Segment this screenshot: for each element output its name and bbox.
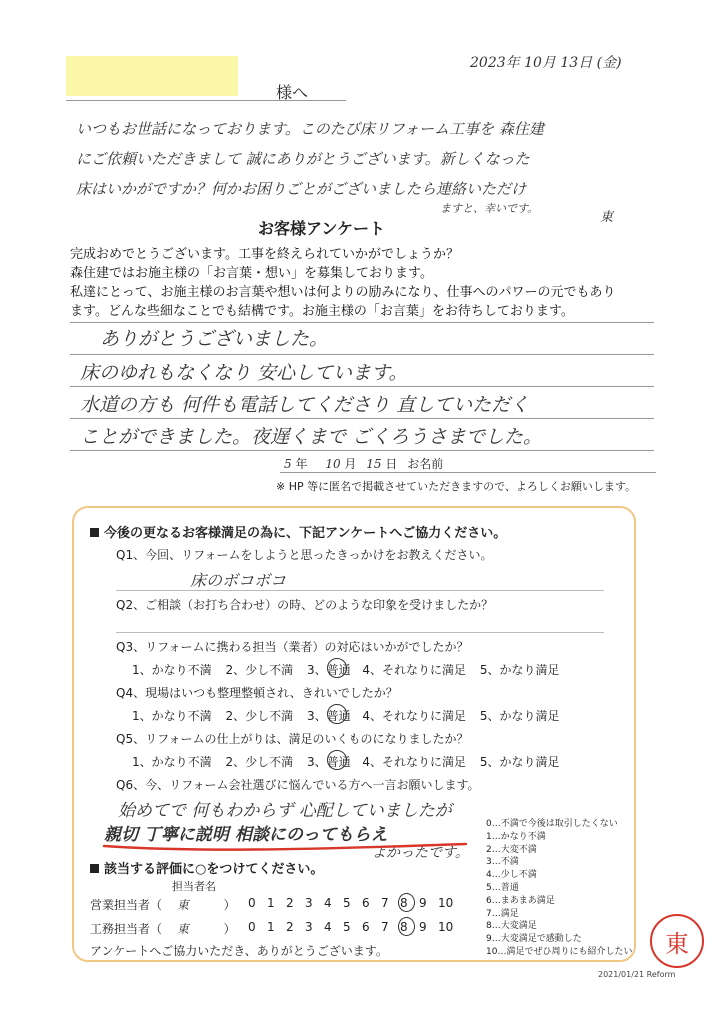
rating-row-construction-name: 東 bbox=[176, 922, 189, 936]
customer-message-3: 水道の方も 何件も電話してくださり 直していただく bbox=[80, 394, 530, 416]
q5-selected-circle bbox=[327, 750, 347, 770]
message-rule-5 bbox=[70, 450, 654, 451]
q4-selected-circle bbox=[327, 704, 347, 724]
salutation: 様へ bbox=[276, 83, 309, 102]
q5-option-3: 3、普通 bbox=[306, 755, 351, 769]
signature-day-unit: 日 bbox=[385, 457, 398, 471]
question-2-rule bbox=[116, 632, 604, 633]
rating-row-construction-close: ） bbox=[223, 922, 236, 936]
square-bullet-icon bbox=[90, 528, 99, 537]
question-4: Q4、現場はいつも整理整頓され、きれいでしたか？ bbox=[116, 686, 398, 700]
signature-month: 10 bbox=[325, 457, 341, 471]
questionnaire-heading bbox=[90, 522, 506, 541]
message-rule-2 bbox=[70, 354, 654, 355]
construction-digit-3: 3 bbox=[305, 920, 313, 934]
signature-line bbox=[284, 455, 443, 472]
sales-digit-4: 4 bbox=[324, 896, 332, 910]
questionnaire-heading-text: 今後の更なるお客様満足の為に、下記アンケートへご協力ください。 bbox=[104, 526, 507, 541]
q5-option-2: 2、少し不満 bbox=[225, 755, 294, 769]
construction-digit-9: 9 bbox=[419, 920, 427, 934]
legend-item: 5…普通 bbox=[486, 882, 519, 893]
letter-line-3: 床はいかがですか？何かお困りごとがございましたら連絡いただけ bbox=[76, 180, 527, 198]
q4-option-1: 1、かなり不満 bbox=[132, 709, 212, 723]
red-stamp bbox=[650, 914, 704, 968]
date-month: 10月 bbox=[524, 55, 556, 71]
signature-name-label: お名前 bbox=[407, 457, 444, 471]
sales-digit-10: 10 bbox=[438, 896, 454, 910]
legend-item: 3…不満 bbox=[486, 857, 519, 868]
rating-row-sales-close: ） bbox=[223, 898, 236, 912]
date-line bbox=[470, 52, 622, 72]
rating-row-construction-label: 工務担当者（ bbox=[90, 922, 163, 936]
construction-digit-6: 6 bbox=[362, 920, 370, 934]
redacted-customer-name bbox=[66, 56, 238, 96]
intro-line-2: 森住建ではお施主様の「お言葉・想い」を募集しております。 bbox=[70, 266, 433, 281]
rating-legend bbox=[486, 818, 632, 959]
rating-scale-sales bbox=[248, 896, 457, 910]
q3-option-1: 1、かなり不満 bbox=[132, 663, 212, 677]
rating-heading bbox=[90, 858, 323, 877]
sales-digit-3: 3 bbox=[305, 896, 313, 910]
rating-row-sales bbox=[90, 896, 236, 913]
hp-note: ※ HP 等に匿名で掲載させていただきますので、よろしくお願いします。 bbox=[276, 480, 637, 493]
question-5: Q5、リフォームの仕上がりは、満足のいくものになりましたか？ bbox=[116, 732, 469, 746]
q5-option-1: 1、かなり不満 bbox=[132, 755, 212, 769]
q4-option-2: 2、少し不満 bbox=[225, 709, 294, 723]
sales-digit-5: 5 bbox=[343, 896, 351, 910]
survey-title: お客様アンケート bbox=[258, 219, 386, 238]
question-6-answer-3: よかったです。 bbox=[372, 845, 469, 861]
legend-item: 10…満足でぜひ周りにも紹介したい bbox=[486, 946, 633, 957]
sales-digit-6: 6 bbox=[362, 896, 370, 910]
q4-option-4: 4、それなりに満足 bbox=[362, 709, 467, 723]
construction-selected-circle bbox=[398, 917, 415, 936]
q4-option-3: 3、普通 bbox=[306, 709, 351, 723]
intro-line-4: ます。どんな些細なことでも結構です。お施主様の「お言葉」をお待ちしております。 bbox=[70, 304, 574, 319]
red-underline-icon bbox=[100, 838, 470, 854]
construction-digit-0: 0 bbox=[248, 920, 256, 934]
customer-message-1: ありがとうございました。 bbox=[100, 328, 329, 350]
q4-option-5: 5、かなり満足 bbox=[479, 709, 560, 723]
rating-heading-text: 該当する評価に○をつけてください。 bbox=[104, 862, 324, 877]
construction-digit-8: 8 bbox=[400, 920, 408, 934]
date-year: 2023年 bbox=[470, 55, 520, 71]
question-3: Q3、リフォームに携わる担当（業者）の対応はいかがでしたか？ bbox=[116, 640, 469, 654]
question-6-answer-1: 始めてで 何もわからず 心配していましたが bbox=[118, 801, 452, 821]
construction-digit-1: 1 bbox=[267, 920, 275, 934]
sales-digit-0: 0 bbox=[248, 896, 256, 910]
legend-item: 8…大変満足 bbox=[486, 921, 537, 932]
sales-digit-2: 2 bbox=[286, 896, 294, 910]
rating-row-sales-name: 東 bbox=[176, 898, 189, 912]
square-bullet-icon bbox=[90, 864, 99, 873]
sales-selected-circle bbox=[398, 893, 415, 912]
construction-digit-10: 10 bbox=[438, 920, 454, 934]
legend-item: 2…大変不満 bbox=[486, 844, 537, 855]
construction-digit-4: 4 bbox=[324, 920, 332, 934]
salutation-rule bbox=[66, 100, 346, 101]
legend-item: 4…少し不満 bbox=[486, 870, 537, 881]
footer-code: 2021/01/21 Reform bbox=[598, 970, 676, 979]
legend-item: 0…不満で今後は取引したくない bbox=[486, 819, 618, 829]
message-rule-3 bbox=[70, 386, 654, 387]
date-day: 13日 bbox=[560, 55, 593, 71]
stamp-char: 東 bbox=[665, 929, 689, 958]
letter-signature: 東 bbox=[600, 210, 614, 225]
sales-digit-7: 7 bbox=[381, 896, 389, 910]
rating-scale-construction bbox=[248, 920, 457, 934]
customer-message-2: 床のゆれもなくなり 安心しています。 bbox=[80, 362, 408, 384]
q3-option-2: 2、少し不満 bbox=[225, 663, 294, 677]
letter-line-2: にご依頼いただきまして 誠にありがとうございます。新しくなった bbox=[76, 150, 530, 168]
staff-name-label: 担当者名 bbox=[172, 880, 216, 893]
signature-rule bbox=[280, 472, 656, 473]
intro-line-1: 完成おめでとうございます。工事を終えられていかがでしょうか？ bbox=[70, 247, 459, 262]
question-6-answer-2: 親切 丁寧に説明 相談にのってもらえ bbox=[104, 825, 388, 845]
question-1: Q1、今回、リフォームをしようと思ったきっかけをお教えください。 bbox=[116, 548, 493, 562]
legend-item: 9…大変満足で感動した bbox=[486, 934, 582, 945]
q3-option-5: 5、かなり満足 bbox=[479, 663, 560, 677]
rating-row-sales-label: 営業担当者（ bbox=[90, 898, 163, 912]
letter-line-4: ますと、幸いです。 bbox=[440, 202, 539, 215]
question-1-rule bbox=[116, 590, 604, 591]
rating-row-construction bbox=[90, 920, 236, 937]
q3-selected-circle bbox=[327, 658, 347, 678]
q3-option-4: 4、それなりに満足 bbox=[362, 663, 467, 677]
construction-digit-2: 2 bbox=[286, 920, 294, 934]
signature-month-unit: 月 bbox=[344, 457, 357, 471]
q5-option-5: 5、かなり満足 bbox=[479, 755, 560, 769]
sales-digit-1: 1 bbox=[267, 896, 275, 910]
legend-item: 6…まあまあ満足 bbox=[486, 895, 555, 906]
question-6: Q6、今、リフォーム会社選びに悩んでいる方へ一言お願いします。 bbox=[116, 778, 480, 792]
legend-item: 7…満足 bbox=[486, 908, 519, 919]
signature-year: 5 bbox=[284, 457, 292, 471]
construction-digit-5: 5 bbox=[343, 920, 351, 934]
signature-year-unit: 年 bbox=[295, 457, 308, 471]
sales-digit-8: 8 bbox=[400, 896, 408, 910]
intro-line-3: 私達にとって、お施主様のお言葉や想いは何よりの励みになり、仕事へのパワーの元でもあり bbox=[70, 285, 616, 300]
legend-item: 1…かなり不満 bbox=[486, 831, 546, 842]
question-2: Q2、ご相談（お打ち合わせ）の時、どのような印象を受けましたか？ bbox=[116, 598, 494, 612]
date-weekday: (金) bbox=[596, 55, 622, 71]
q5-option-4: 4、それなりに満足 bbox=[362, 755, 467, 769]
letter-line-1: いつもお世話になっております。このたび床リフォーム工事を 森住建 bbox=[76, 120, 544, 138]
question-1-answer: 床のボコボコ bbox=[190, 571, 287, 590]
message-rule-1 bbox=[70, 322, 654, 323]
customer-message-4: ことができました。夜遅くまで ごくろうさまでした。 bbox=[80, 426, 543, 448]
rating-thanks: アンケートへご協力いただき、ありがとうございます。 bbox=[90, 944, 388, 958]
construction-digit-7: 7 bbox=[381, 920, 389, 934]
q3-option-3: 3、普通 bbox=[306, 663, 351, 677]
sales-digit-9: 9 bbox=[419, 896, 427, 910]
signature-day: 15 bbox=[366, 457, 382, 471]
message-rule-4 bbox=[70, 418, 654, 419]
